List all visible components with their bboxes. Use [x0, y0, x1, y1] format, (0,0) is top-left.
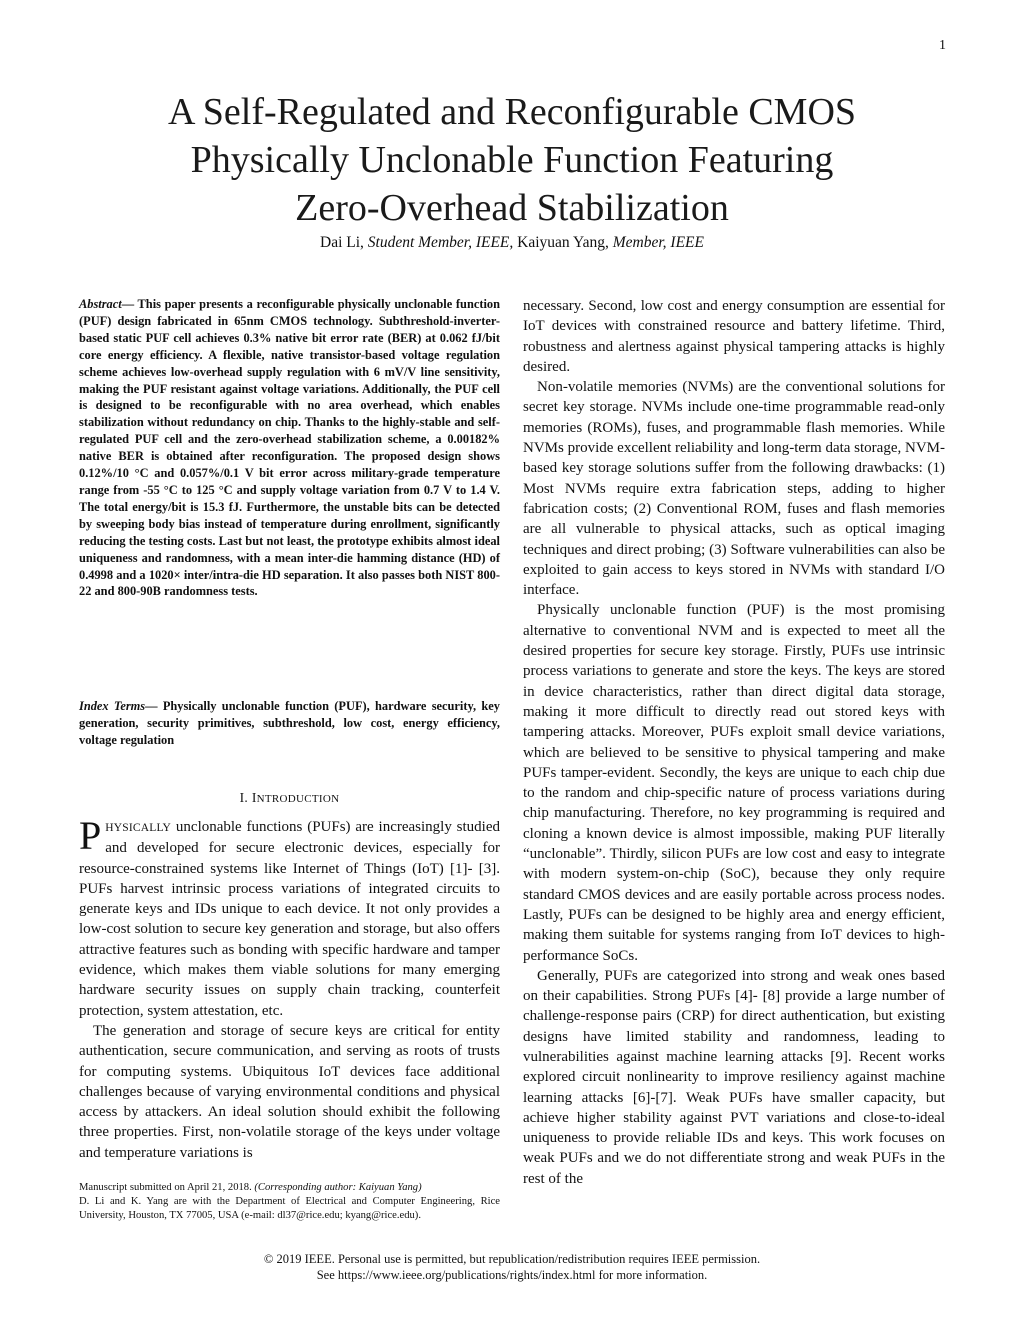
- author-line: [60, 234, 964, 252]
- paragraph: necessary. Second, low cost and energy consumption are essential for IoT devices with constrained resource and battery lifetime. Third, robustness and alertness against physical tampering attacks is highly desired.: [523, 298, 945, 375]
- index-terms-text: — Physically unclonable function (PUF), hardware security, key generation, security primitives, subthreshold, low cost, energy efficiency, voltage regulation: [79, 699, 500, 747]
- footnote-line: [79, 1181, 500, 1195]
- author-role: Member, IEEE: [612, 234, 704, 251]
- paragraph: [79, 813, 500, 1021]
- abstract-label: Abstract: [79, 297, 122, 311]
- paragraph: Generally, PUFs are categorized into strong and weak ones based on their capabilities. Strong PUFs [4]- [8] provide a large number of challenge-response pairs (CRP) for direct authentication, but existing designs have limited stability and randomness, leading to vulnerabilities against machine learning attacks [9]. Recent works explored circuit nonlinearity to improve resiliency against machine learning attacks [6]-[7]. Weak PUFs have smaller capacity, but achieve higher stability against PVT variations and close-to-ideal uniqueness to provide reliable IDs and keys. This work focuses on weak PUFs and we do not differentiate strong and weak PUFs in the rest of the: [523, 967, 945, 1187]
- paragraph: Non-volatile memories (NVMs) are the conventional solutions for secret key storage. NVMs include one-time programmable read-only memories (ROMs), fuses, and programmable flash memories. While NVMs provide excellent reliability and long-term data storage, NVM-based key storage solutions suffer from the following drawbacks: (1) Most NVMs require extra fabrication steps, adding to higher fabrication costs; (2) Conventional ROM, fuses and flash memories are all vulnerable to physical attacks, such as optical imaging techniques and direct probing; (3) Software vulnerabilities can also be exploited to gain access to keys stored in NVMs with standard I/O interface.: [523, 379, 945, 599]
- small-caps-word: HYSICALLY: [105, 822, 172, 834]
- footnote-corresponding: (Corresponding author: Kaiyuan Yang): [251, 1182, 422, 1193]
- copyright-line: © 2019 IEEE. Personal use is permitted, but republication/redistribution requires IEEE permission.: [263, 1252, 761, 1266]
- section-initial: I: [251, 790, 257, 805]
- abstract-text: — This paper presents a reconfigurable physically unclonable function (PUF) design fabricated in 65nm CMOS technology. Subthreshold-inverter-based static PUF cell achieves 0.3% native bit error rate (BER) at 0.062 fJ/bit core energy efficiency. A flexible, native transistor-based voltage regulation scheme achieves low-overhead supply regulation with 6 mV/V line sensitivity, making the PUF resistant against voltage variations. Additionally, the PUF cell is designed to be reconfigurable with no area overhead, which enables stabilization without redundancy on chip. Thanks to the highly-stable and self-regulated PUF cell and the zero-overhead stabilization scheme, a 0.00182% native BER is obtained after reconfiguration. The proposed design shows 0.12%/10 °C and 0.057%/0.1 V bit error across military-grade temperature range from -55 °C to 125 °C and supply voltage variation from 0.7 V to 1.4 V. The total energy/bit is 15.3 fJ. Furthermore, the unstable bits can be detected by sweeping body bias instead of temperature during enrollment, significantly reducing the testing costs. Last but not least, the prototype exhibits almost ideal uniqueness and randomness, with a mean inter-die hamming distance (HD) of 0.4998 and a 1020× inter/intra-die HD separation. It also passes both NIST 800-22 and 800-90B randomness tests.: [79, 297, 500, 599]
- paragraph: Physically unclonable function (PUF) is the most promising alternative to conventional NVM and is expected to meet all the desired properties for secure key storage. Firstly, PUFs use intrinsic process variations to generate and store the keys. The keys are stored in device characteristics, rather than direct digital data storage, making it more difficult to directly read out stored keys with tampering attacks. Moreover, PUFs exploit small device variations, which are believed to be sensitive to physical tampering and make PUFs tamper-evident. Secondly, the keys are unique to each chip due to the random and chip-specific nature of process variations during chip manufacturing. Therefore, no key programming is required and cloning a known device is almost impossible, making PUF literally “unclonable”. Thirdly, silicon PUFs are low cost and easy to integrate with modern system-on-chip (SoC), because they only require standard CMOS devices and are easily portable across process nodes. Lastly, PUFs can be designed to be highly area and energy efficient, making them suitable for systems ranging from IoT devices to high-performance SoCs.: [523, 602, 945, 964]
- paragraph-text: unclonable functions (PUFs) are increasingly studied and developed for secure electronic devices, especially for resource-constrained systems like Internet of Things (IoT) [1]- [3]. PUFs harvest intrinsic process variations of integrated circuits to generate keys and IDs unique to each device. It not only provides a low-cost solution to secure key generation and storage, but also offers attractive features such as bonding with specific hardware and tamper evidence, which makes them viable solutions for many emerging hardware security issues on supply chain tracking, counterfeit protection, system attestation, etc.: [79, 819, 500, 1019]
- footnote-affiliation: D. Li and K. Yang are with the Department of Electrical and Computer Engineering, Rice University, Houston, TX 77005, USA (e-mail: dl37@rice.edu; kyang@rice.edu).: [79, 1196, 500, 1221]
- footnote: [79, 1181, 500, 1223]
- introduction-text: [79, 813, 500, 1163]
- copyright-link-line: See https://www.ieee.org/publications/rights/index.html for more information.: [316, 1268, 708, 1282]
- copyright-notice: [60, 1251, 964, 1283]
- page-number: 1: [939, 38, 946, 53]
- title-line: A Self-Regulated and Reconfigurable CMOS: [167, 91, 857, 133]
- author-role: Student Member, IEEE,: [367, 234, 514, 251]
- title-line: Zero-Overhead Stabilization: [295, 187, 729, 229]
- footnote-submission: Manuscript submitted on April 21, 2018.: [79, 1182, 252, 1193]
- paragraph: The generation and storage of secure keys are critical for entity authentication, secure communication, and serving as roots of trusts for computing systems. Ubiquitous IoT devices face additional challenges because of varying environmental conditions and physical access by attackers. An ideal solution should exhibit the following three properties. First, non-volatile storage of the keys under voltage and temperature variations is: [79, 1022, 500, 1161]
- index-terms: [79, 698, 500, 749]
- title-line: Physically Unclonable Function Featuring: [190, 139, 834, 181]
- drop-cap: P: [79, 813, 102, 858]
- right-column-text: [523, 296, 945, 1189]
- section-heading: [79, 790, 500, 806]
- index-terms-label: Index Terms: [79, 699, 146, 713]
- paper-title: [60, 88, 964, 232]
- author-name: Dai Li,: [320, 234, 364, 251]
- section-title-rest: NTRODUCTION: [256, 793, 340, 805]
- section-number: I.: [239, 790, 249, 805]
- author-name: Kaiyuan Yang,: [517, 234, 609, 251]
- abstract: [79, 296, 500, 600]
